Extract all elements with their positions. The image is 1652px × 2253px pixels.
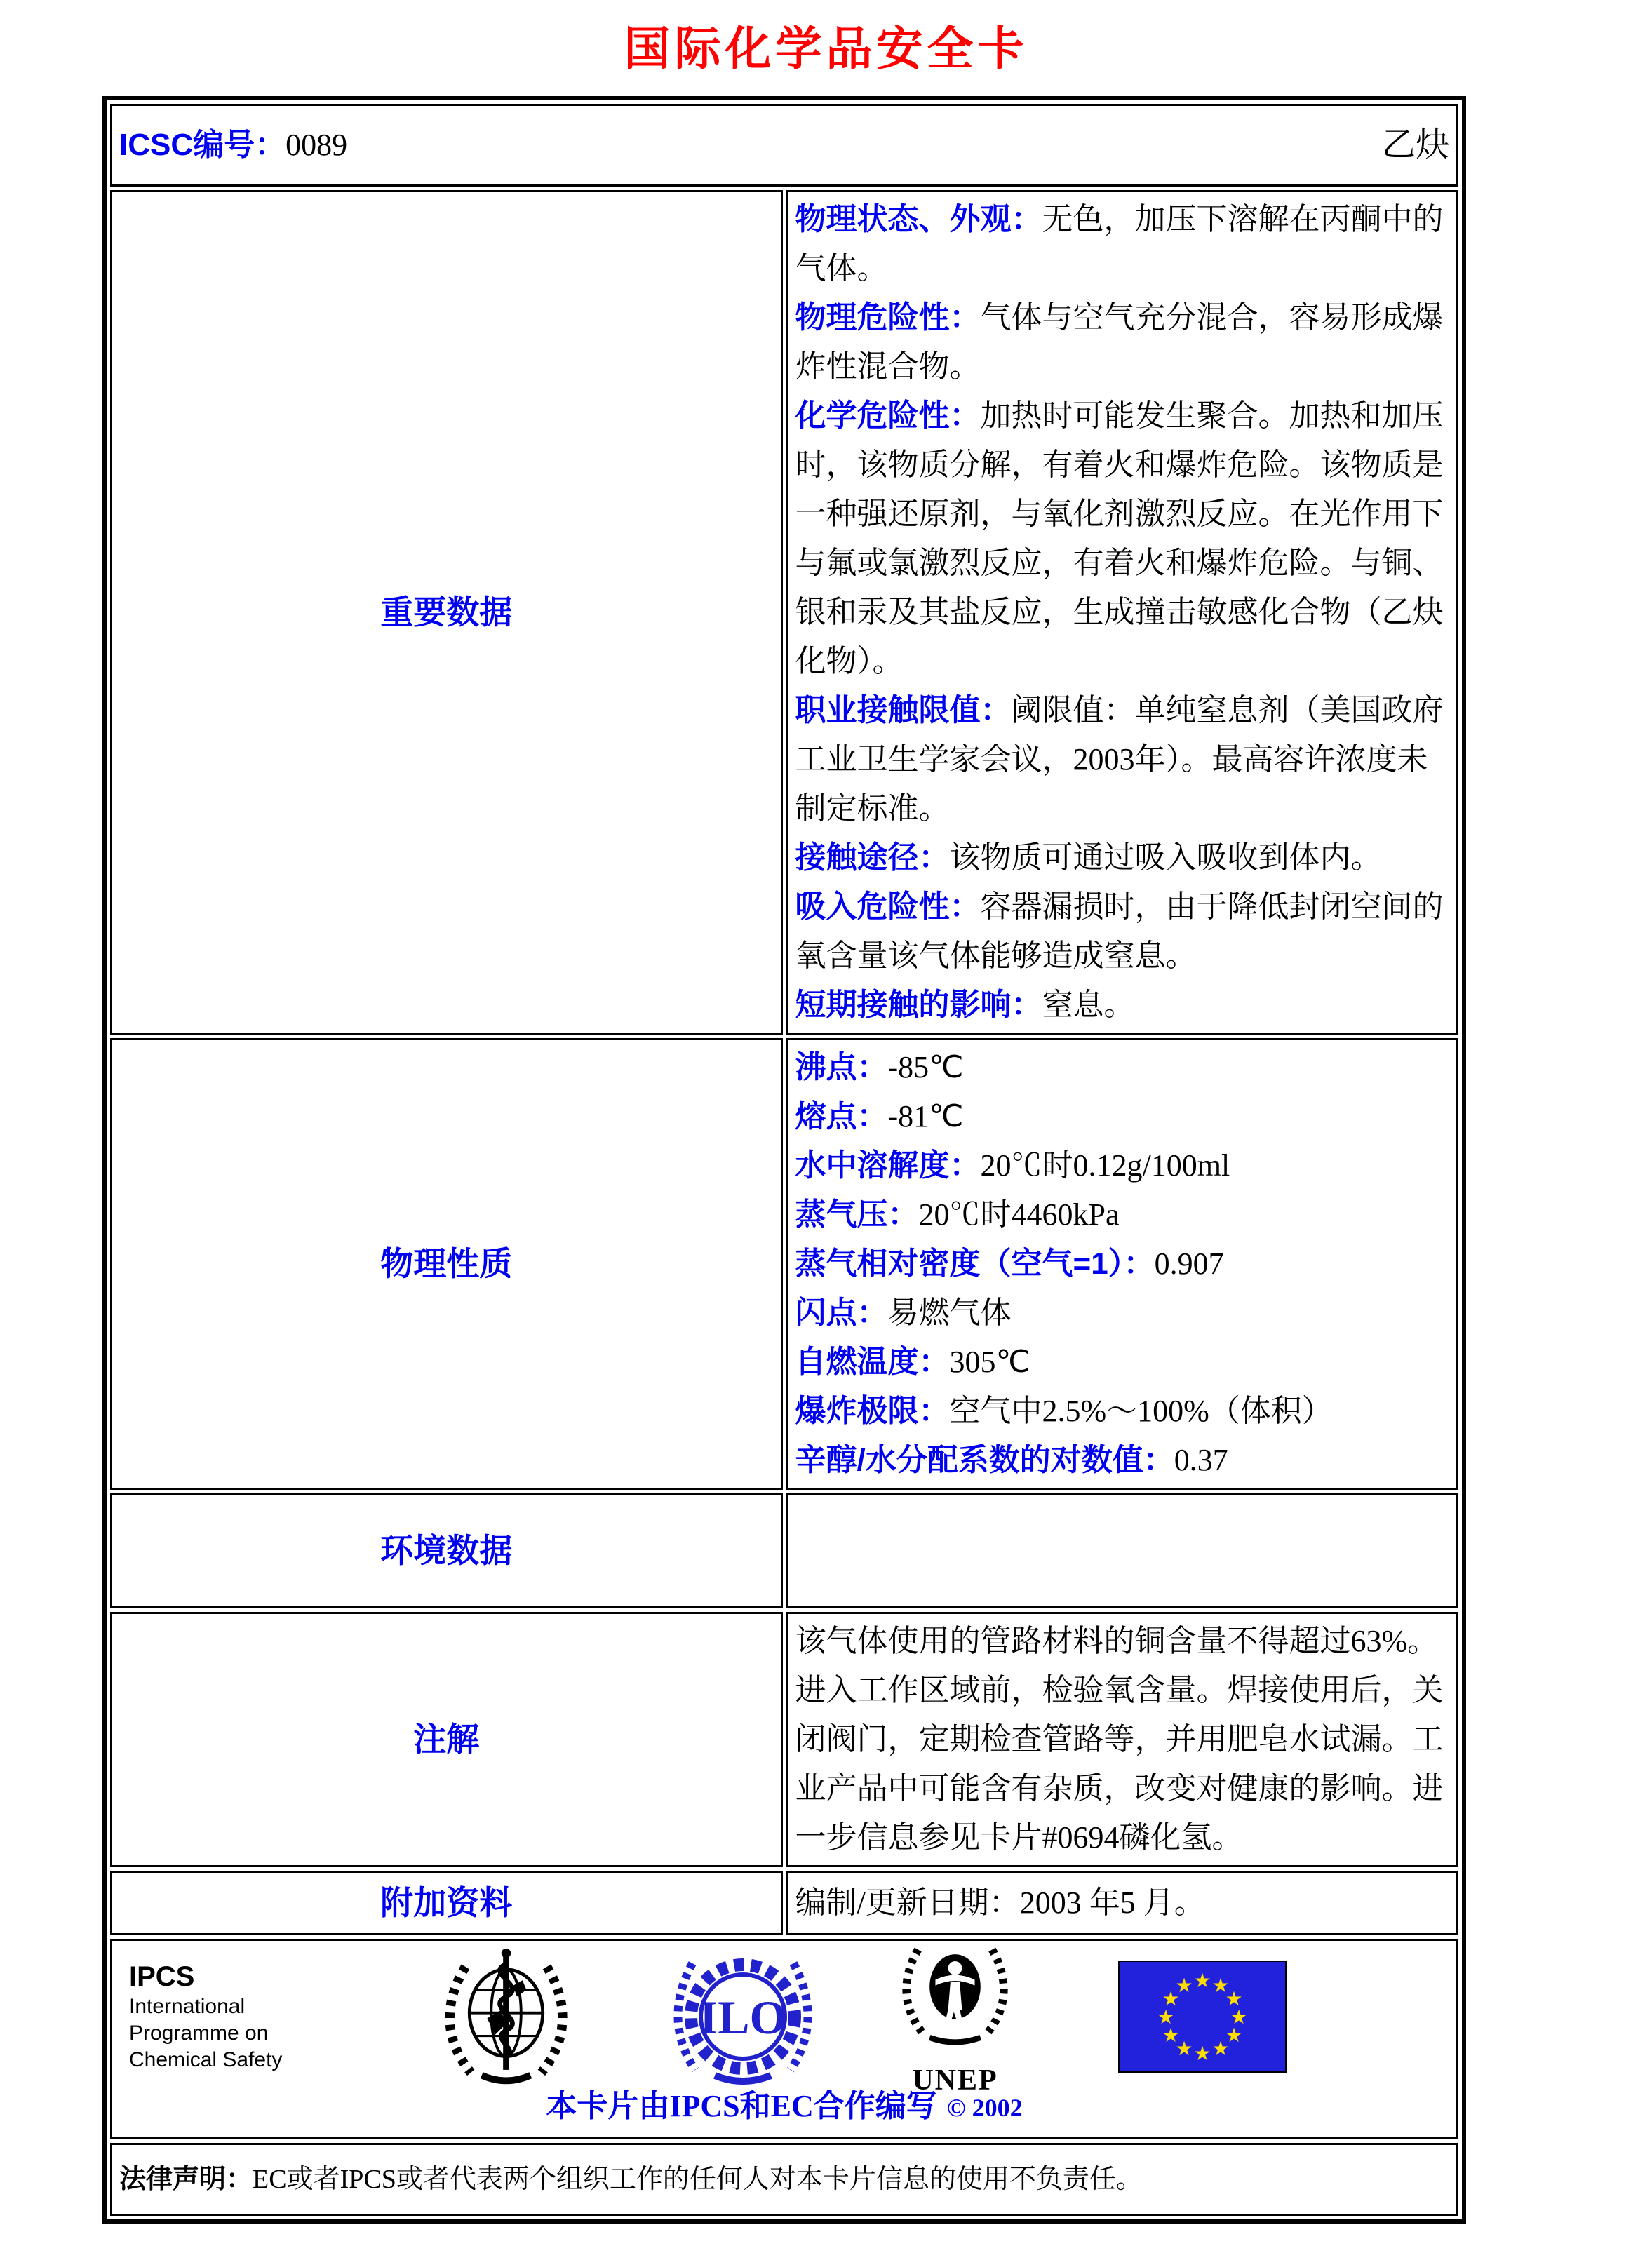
- ipcs-line3: Chemical Safety: [129, 2048, 283, 2071]
- unep-logo-icon: [897, 1939, 1013, 2050]
- property-key: 沸点：: [795, 1050, 888, 1084]
- important-data-content: [786, 190, 1459, 1035]
- item-value: 阈限值：单纯窒息剂（美国政府工业卫生学家会议，2003年）。最高容许浓度未制定标准。: [795, 693, 1444, 826]
- chemical-name: 乙炔: [1381, 126, 1449, 163]
- physical-properties-label: 物理性质: [110, 1038, 783, 1490]
- important-item: [795, 833, 1450, 882]
- property-value: 易燃气体: [887, 1296, 1012, 1330]
- property-value: 305℃: [949, 1345, 1030, 1379]
- property-key: 蒸气压：: [795, 1197, 919, 1232]
- important-item: [795, 686, 1450, 833]
- important-item: [795, 882, 1450, 981]
- legal-label: 法律声明：: [119, 2165, 253, 2194]
- copyright-text: © 2002: [946, 2094, 1023, 2122]
- property-line: [795, 1338, 1450, 1387]
- svg-text:★: ★: [1225, 1987, 1243, 2010]
- item-value: 无色，加压下溶解在丙酮中的气体。: [795, 202, 1444, 285]
- eu-flag-icon: [1118, 1961, 1287, 2073]
- svg-text:★: ★: [1175, 2037, 1193, 2060]
- item-value: 该物质可通过吸入吸收到体内。: [949, 840, 1382, 875]
- svg-text:★: ★: [1193, 2042, 1211, 2065]
- property-value: -85℃: [887, 1050, 964, 1084]
- item-value: 加热时可能发生聚合。加热和加压时，该物质分解，有着火和爆炸危险。该物质是一种强还原剂，与氧化剂激烈反应。在光作用下与氟或氯激烈反应，有着火和爆炸危险。与铜、银和汞及其盐反应，生成撞击敏感化合物（乙炔化物）。: [795, 398, 1444, 678]
- environmental-data-content: [786, 1493, 1459, 1608]
- item-key: 化学危险性：: [795, 398, 981, 433]
- property-line: [795, 1239, 1450, 1289]
- notes-label: 注解: [110, 1612, 783, 1867]
- physical-properties-content: [786, 1038, 1459, 1490]
- svg-text:★: ★: [1193, 1969, 1211, 1992]
- property-value: 0.907: [1154, 1246, 1224, 1281]
- svg-text:★: ★: [1162, 1987, 1180, 2010]
- ilo-logo-icon: [673, 1946, 813, 2087]
- property-value: 空气中2.5%～100%（体积）: [949, 1394, 1333, 1428]
- ipcs-line1: International: [129, 1995, 246, 2018]
- important-item: [795, 391, 1450, 686]
- property-line: [795, 1190, 1450, 1239]
- property-value: -81℃: [887, 1099, 964, 1134]
- environmental-data-row: [110, 1493, 1458, 1608]
- environmental-data-label: 环境数据: [110, 1493, 783, 1608]
- item-value: 气体与空气充分混合，容易形成爆炸性混合物。: [795, 300, 1444, 384]
- important-item: [795, 981, 1450, 1030]
- ipcs-text-block: [129, 1960, 361, 2073]
- svg-text:★: ★: [1162, 2024, 1180, 2047]
- icsc-number-label: ICSC编号：: [119, 128, 286, 162]
- collaboration-caption: [121, 2088, 1448, 2126]
- svg-text:★: ★: [1211, 2037, 1230, 2060]
- header-row: [110, 104, 1458, 187]
- svg-text:ILO: ILO: [699, 1991, 787, 2044]
- item-key: 吸入危险性：: [795, 889, 981, 924]
- important-data-label: 重要数据: [110, 190, 783, 1035]
- property-line: [795, 1387, 1450, 1436]
- icsc-card-table: [102, 96, 1466, 2224]
- item-key: 短期接触的影响：: [795, 988, 1042, 1022]
- property-line: [795, 1141, 1450, 1190]
- property-line: [795, 1092, 1450, 1141]
- important-item: [795, 293, 1450, 391]
- unep-caption: UNEP: [912, 2064, 998, 2097]
- item-key: 职业接触限值：: [795, 693, 1012, 727]
- legal-cell: [110, 2143, 1458, 2216]
- logos-strip: [121, 1946, 1448, 2097]
- svg-text:★: ★: [1230, 2005, 1248, 2029]
- property-key: 蒸气相对密度（空气=1）：: [795, 1246, 1155, 1281]
- important-data-row: [110, 190, 1458, 1035]
- icsc-card-page: [0, 11, 1652, 2253]
- item-key: 物理状态、外观：: [795, 202, 1042, 236]
- legal-text: EC或者IPCS或者代表两个组织工作的任何人对本卡片信息的使用不负责任。: [253, 2165, 1143, 2194]
- property-key: 熔点：: [795, 1099, 888, 1134]
- logos-row: [110, 1939, 1458, 2139]
- property-line: [795, 1043, 1450, 1092]
- property-value: 20℃时4460kPa: [918, 1197, 1120, 1232]
- item-value: 容器漏损时，由于降低封闭空间的氧含量该气体能够造成窒息。: [795, 889, 1444, 973]
- notes-content: 该气体使用的管路材料的铜含量不得超过63%。进入工作区域前，检验氧含量。焊接使用后，关闭阀门，定期检查管路等，并用肥皂水试漏。工业产品中可能含有杂质，改变对健康的影响。进一步信息参见卡片#0694磷化氢。: [786, 1612, 1459, 1867]
- property-key: 辛醇/水分配系数的对数值：: [795, 1443, 1174, 1477]
- page-title: 国际化学品安全卡: [624, 24, 1028, 75]
- additional-info-label: 附加资料: [110, 1871, 783, 1935]
- svg-text:★: ★: [1211, 1974, 1230, 1997]
- property-line: [795, 1436, 1450, 1485]
- collaboration-text: 本卡片由IPCS和EC合作编写: [546, 2089, 937, 2123]
- item-key: 接触途径：: [795, 840, 950, 875]
- ipcs-line2: Programme on: [129, 2022, 269, 2045]
- item-value: 窒息。: [1042, 988, 1135, 1022]
- property-value: 0.37: [1174, 1443, 1228, 1477]
- svg-text:★: ★: [1157, 2005, 1175, 2029]
- physical-properties-row: [110, 1038, 1458, 1490]
- property-key: 自燃温度：: [795, 1345, 950, 1379]
- property-key: 水中溶解度：: [795, 1148, 981, 1183]
- property-key: 闪点：: [795, 1296, 888, 1330]
- header-cell: [110, 104, 1458, 187]
- additional-info-row: [110, 1871, 1458, 1935]
- who-logo-icon: [438, 1945, 575, 2089]
- ipcs-abbr: IPCS: [129, 1961, 195, 1992]
- legal-row: [110, 2143, 1458, 2216]
- svg-text:★: ★: [1225, 2024, 1243, 2047]
- property-key: 爆炸极限：: [795, 1394, 950, 1428]
- icsc-number-group: [119, 121, 347, 170]
- unep-logo-block: [897, 1939, 1013, 2096]
- notes-row: [110, 1612, 1458, 1867]
- property-value: 20℃时0.12g/100ml: [980, 1148, 1230, 1183]
- svg-text:★: ★: [1175, 1974, 1193, 1997]
- property-line: [795, 1289, 1450, 1338]
- logos-cell: [110, 1939, 1458, 2139]
- icsc-number-value: 0089: [286, 128, 348, 162]
- important-item: [795, 195, 1450, 293]
- item-key: 物理危险性：: [795, 300, 981, 335]
- additional-info-content: 编制/更新日期：2003 年5 月。: [786, 1871, 1459, 1935]
